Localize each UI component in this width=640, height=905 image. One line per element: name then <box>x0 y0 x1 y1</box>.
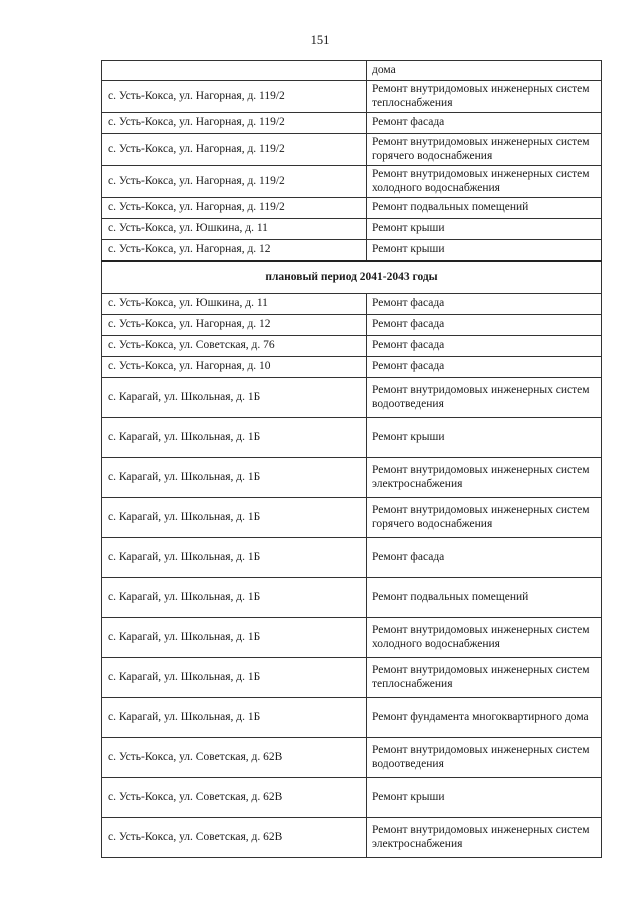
address-cell: с. Карагай, ул. Школьная, д. 1Б <box>102 418 367 458</box>
table-row <box>102 113 602 134</box>
work-type-cell: Ремонт внутридомовых инженерных систем теплоснабжения <box>367 658 602 698</box>
table-row <box>102 294 602 315</box>
work-type-cell: Ремонт внутридомовых инженерных систем холодного водоснабжения <box>367 618 602 658</box>
address-cell: с. Карагай, ул. Школьная, д. 1Б <box>102 458 367 498</box>
work-type-cell: Ремонт крыши <box>367 418 602 458</box>
work-type-cell: Ремонт внутридомовых инженерных систем водоотведения <box>367 738 602 778</box>
work-type-cell: Ремонт внутридомовых инженерных систем холодного водоснабжения <box>367 166 602 198</box>
address-cell: с. Усть-Кокса, ул. Нагорная, д. 119/2 <box>102 166 367 198</box>
work-type-cell: Ремонт фасада <box>367 113 602 134</box>
address-cell <box>102 61 367 81</box>
table-row <box>102 498 602 538</box>
table-row <box>102 818 602 858</box>
address-cell: с. Усть-Кокса, ул. Юшкина, д. 11 <box>102 294 367 315</box>
work-type-cell: Ремонт фасада <box>367 357 602 378</box>
work-type-cell: Ремонт крыши <box>367 240 602 262</box>
table-row <box>102 219 602 240</box>
address-cell: с. Усть-Кокса, ул. Нагорная, д. 12 <box>102 240 367 262</box>
page-number: 151 <box>310 33 330 47</box>
table-row <box>102 458 602 498</box>
work-type-cell: Ремонт фасада <box>367 538 602 578</box>
work-type-cell: Ремонт внутридомовых инженерных систем теплоснабжения <box>367 81 602 113</box>
address-cell: с. Карагай, ул. Школьная, д. 1Б <box>102 698 367 738</box>
address-cell: с. Усть-Кокса, ул. Советская, д. 62В <box>102 818 367 858</box>
work-type-cell: Ремонт подвальных помещений <box>367 578 602 618</box>
work-type-cell: Ремонт крыши <box>367 778 602 818</box>
work-type-cell: Ремонт фасада <box>367 336 602 357</box>
address-cell: с. Усть-Кокса, ул. Советская, д. 62В <box>102 778 367 818</box>
address-cell: с. Усть-Кокса, ул. Нагорная, д. 12 <box>102 315 367 336</box>
address-cell: с. Усть-Кокса, ул. Юшкина, д. 11 <box>102 219 367 240</box>
period-heading: плановый период 2041-2043 годы <box>102 261 602 294</box>
address-cell: с. Усть-Кокса, ул. Нагорная, д. 119/2 <box>102 113 367 134</box>
address-cell: с. Карагай, ул. Школьная, д. 1Б <box>102 578 367 618</box>
work-type-cell: Ремонт крыши <box>367 219 602 240</box>
table-row <box>102 315 602 336</box>
address-cell: с. Усть-Кокса, ул. Советская, д. 76 <box>102 336 367 357</box>
table-row <box>102 134 602 166</box>
table-row <box>102 738 602 778</box>
address-cell: с. Карагай, ул. Школьная, д. 1Б <box>102 658 367 698</box>
work-type-cell: дома <box>367 61 602 81</box>
table-row <box>102 418 602 458</box>
address-cell: с. Карагай, ул. Школьная, д. 1Б <box>102 378 367 418</box>
address-cell: с. Усть-Кокса, ул. Нагорная, д. 119/2 <box>102 81 367 113</box>
period-heading-row <box>102 261 602 294</box>
table-row <box>102 538 602 578</box>
table-row <box>102 658 602 698</box>
work-type-cell: Ремонт подвальных помещений <box>367 198 602 219</box>
address-cell: с. Карагай, ул. Школьная, д. 1Б <box>102 538 367 578</box>
table-row <box>102 578 602 618</box>
table-row <box>102 198 602 219</box>
work-type-cell: Ремонт фасада <box>367 315 602 336</box>
address-cell: с. Усть-Кокса, ул. Нагорная, д. 119/2 <box>102 198 367 219</box>
work-type-cell: Ремонт внутридомовых инженерных систем горячего водоснабжения <box>367 498 602 538</box>
table-row <box>102 81 602 113</box>
address-cell: с. Карагай, ул. Школьная, д. 1Б <box>102 618 367 658</box>
work-type-cell: Ремонт внутридомовых инженерных систем электроснабжения <box>367 818 602 858</box>
address-cell: с. Усть-Кокса, ул. Нагорная, д. 10 <box>102 357 367 378</box>
table-row <box>102 357 602 378</box>
work-type-cell: Ремонт фасада <box>367 294 602 315</box>
table-row <box>102 698 602 738</box>
table-row <box>102 778 602 818</box>
work-type-cell: Ремонт внутридомовых инженерных систем водоотведения <box>367 378 602 418</box>
work-type-cell: Ремонт внутридомовых инженерных систем горячего водоснабжения <box>367 134 602 166</box>
work-type-cell: Ремонт внутридомовых инженерных систем электроснабжения <box>367 458 602 498</box>
address-cell: с. Усть-Кокса, ул. Советская, д. 62В <box>102 738 367 778</box>
repair-works-table <box>101 60 602 858</box>
work-type-cell: Ремонт фундамента многоквартирного дома <box>367 698 602 738</box>
address-cell: с. Усть-Кокса, ул. Нагорная, д. 119/2 <box>102 134 367 166</box>
table-row <box>102 61 602 81</box>
table-row <box>102 618 602 658</box>
table-row <box>102 336 602 357</box>
address-cell: с. Карагай, ул. Школьная, д. 1Б <box>102 498 367 538</box>
table-row <box>102 166 602 198</box>
table-row <box>102 378 602 418</box>
table-row <box>102 240 602 262</box>
